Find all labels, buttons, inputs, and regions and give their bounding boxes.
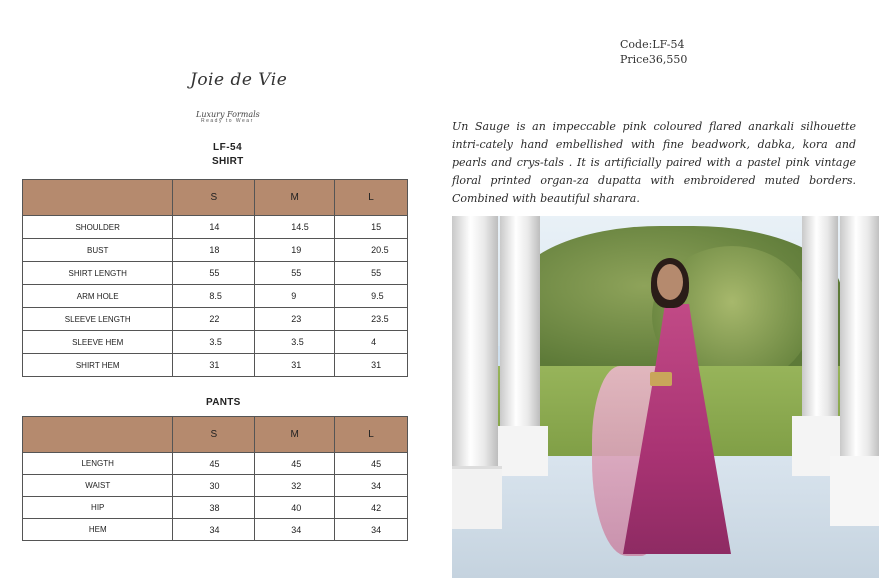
measurement-value: 45 — [173, 453, 255, 475]
model-clutch — [650, 372, 672, 386]
measurement-value: 9.5 — [335, 285, 408, 308]
measurement-value: 22 — [173, 308, 255, 331]
product-photo — [452, 216, 879, 578]
measurement-value: 4 — [335, 331, 408, 354]
header-blank-cell — [23, 180, 173, 216]
size-header-cell: M — [255, 180, 335, 216]
measurement-value: 15 — [335, 216, 408, 239]
pillar-base-left-front — [452, 466, 502, 529]
size-chart-code: LF-54 — [213, 142, 243, 153]
measurement-label: HIP — [23, 497, 173, 519]
measurement-value: 31 — [255, 354, 335, 377]
table-row — [23, 239, 408, 262]
measurement-value: 14.5 — [255, 216, 335, 239]
measurement-value: 18 — [173, 239, 255, 262]
measurement-label: ARM HOLE — [23, 285, 173, 308]
product-code: Code:LF-54 — [620, 38, 685, 51]
measurement-value: 40 — [255, 497, 335, 519]
measurement-value: 42 — [335, 497, 408, 519]
measurement-value: 14 — [173, 216, 255, 239]
table-row — [23, 519, 408, 541]
measurement-value: 19 — [255, 239, 335, 262]
shirt-table-title: SHIRT — [212, 156, 244, 167]
pillar-right-back — [802, 216, 838, 436]
table-header-row — [23, 180, 408, 216]
brand-logo: Joie de Vie — [190, 70, 288, 90]
table-row — [23, 475, 408, 497]
header-blank-cell — [23, 417, 173, 453]
pants-size-table — [22, 416, 408, 541]
pillar-base-right-front — [830, 456, 879, 526]
size-header-cell: L — [335, 417, 408, 453]
measurement-value: 55 — [255, 262, 335, 285]
table-row — [23, 308, 408, 331]
measurement-value: 30 — [173, 475, 255, 497]
measurement-value: 55 — [173, 262, 255, 285]
measurement-label: SHOULDER — [23, 216, 173, 239]
brand-subtagline: Ready to Wear — [201, 118, 254, 124]
measurement-value: 55 — [335, 262, 408, 285]
model-face — [657, 264, 683, 300]
measurement-value: 32 — [255, 475, 335, 497]
measurement-value: 9 — [255, 285, 335, 308]
size-header-cell: M — [255, 417, 335, 453]
measurement-value: 20.5 — [335, 239, 408, 262]
measurement-value: 45 — [255, 453, 335, 475]
measurement-value: 23.5 — [335, 308, 408, 331]
measurement-label: SLEEVE LENGTH — [23, 308, 173, 331]
measurement-value: 3.5 — [255, 331, 335, 354]
measurement-label: WAIST — [23, 475, 173, 497]
measurement-value: 45 — [335, 453, 408, 475]
measurement-value: 38 — [173, 497, 255, 519]
measurement-value: 34 — [335, 519, 408, 541]
pillar-left-back — [500, 216, 540, 446]
size-header-cell: S — [173, 417, 255, 453]
measurement-label: SHIRT HEM — [23, 354, 173, 377]
table-row — [23, 453, 408, 475]
table-row — [23, 262, 408, 285]
shirt-size-table — [22, 179, 408, 377]
measurement-label: SHIRT LENGTH — [23, 262, 173, 285]
table-row — [23, 497, 408, 519]
pants-table-title: PANTS — [206, 397, 241, 408]
measurement-value: 3.5 — [173, 331, 255, 354]
measurement-value: 8.5 — [173, 285, 255, 308]
measurement-value: 23 — [255, 308, 335, 331]
table-row — [23, 285, 408, 308]
measurement-label: HEM — [23, 519, 173, 541]
brand-tagline: Luxury Formals — [196, 110, 260, 119]
table-row — [23, 216, 408, 239]
measurement-label: SLEEVE HEM — [23, 331, 173, 354]
measurement-value: 34 — [255, 519, 335, 541]
measurement-value: 31 — [335, 354, 408, 377]
measurement-label: BUST — [23, 239, 173, 262]
measurement-value: 34 — [335, 475, 408, 497]
measurement-value: 34 — [173, 519, 255, 541]
table-header-row — [23, 417, 408, 453]
table-row — [23, 354, 408, 377]
measurement-label: LENGTH — [23, 453, 173, 475]
measurement-value: 31 — [173, 354, 255, 377]
product-description: Un Sauge is an impeccable pink coloured flared anarkali silhouette intri-cately hand embellished with fine beadwork, dabka, kora and pearls and crys-tals . It is artificially paired with a pastel pink vintage floral printed organ-za dupatta with embroidered muted borders. Combined with beautiful sharara. — [452, 120, 856, 205]
table-row — [23, 331, 408, 354]
product-price: Price36,550 — [620, 53, 688, 66]
size-header-cell: S — [173, 180, 255, 216]
size-header-cell: L — [335, 180, 408, 216]
